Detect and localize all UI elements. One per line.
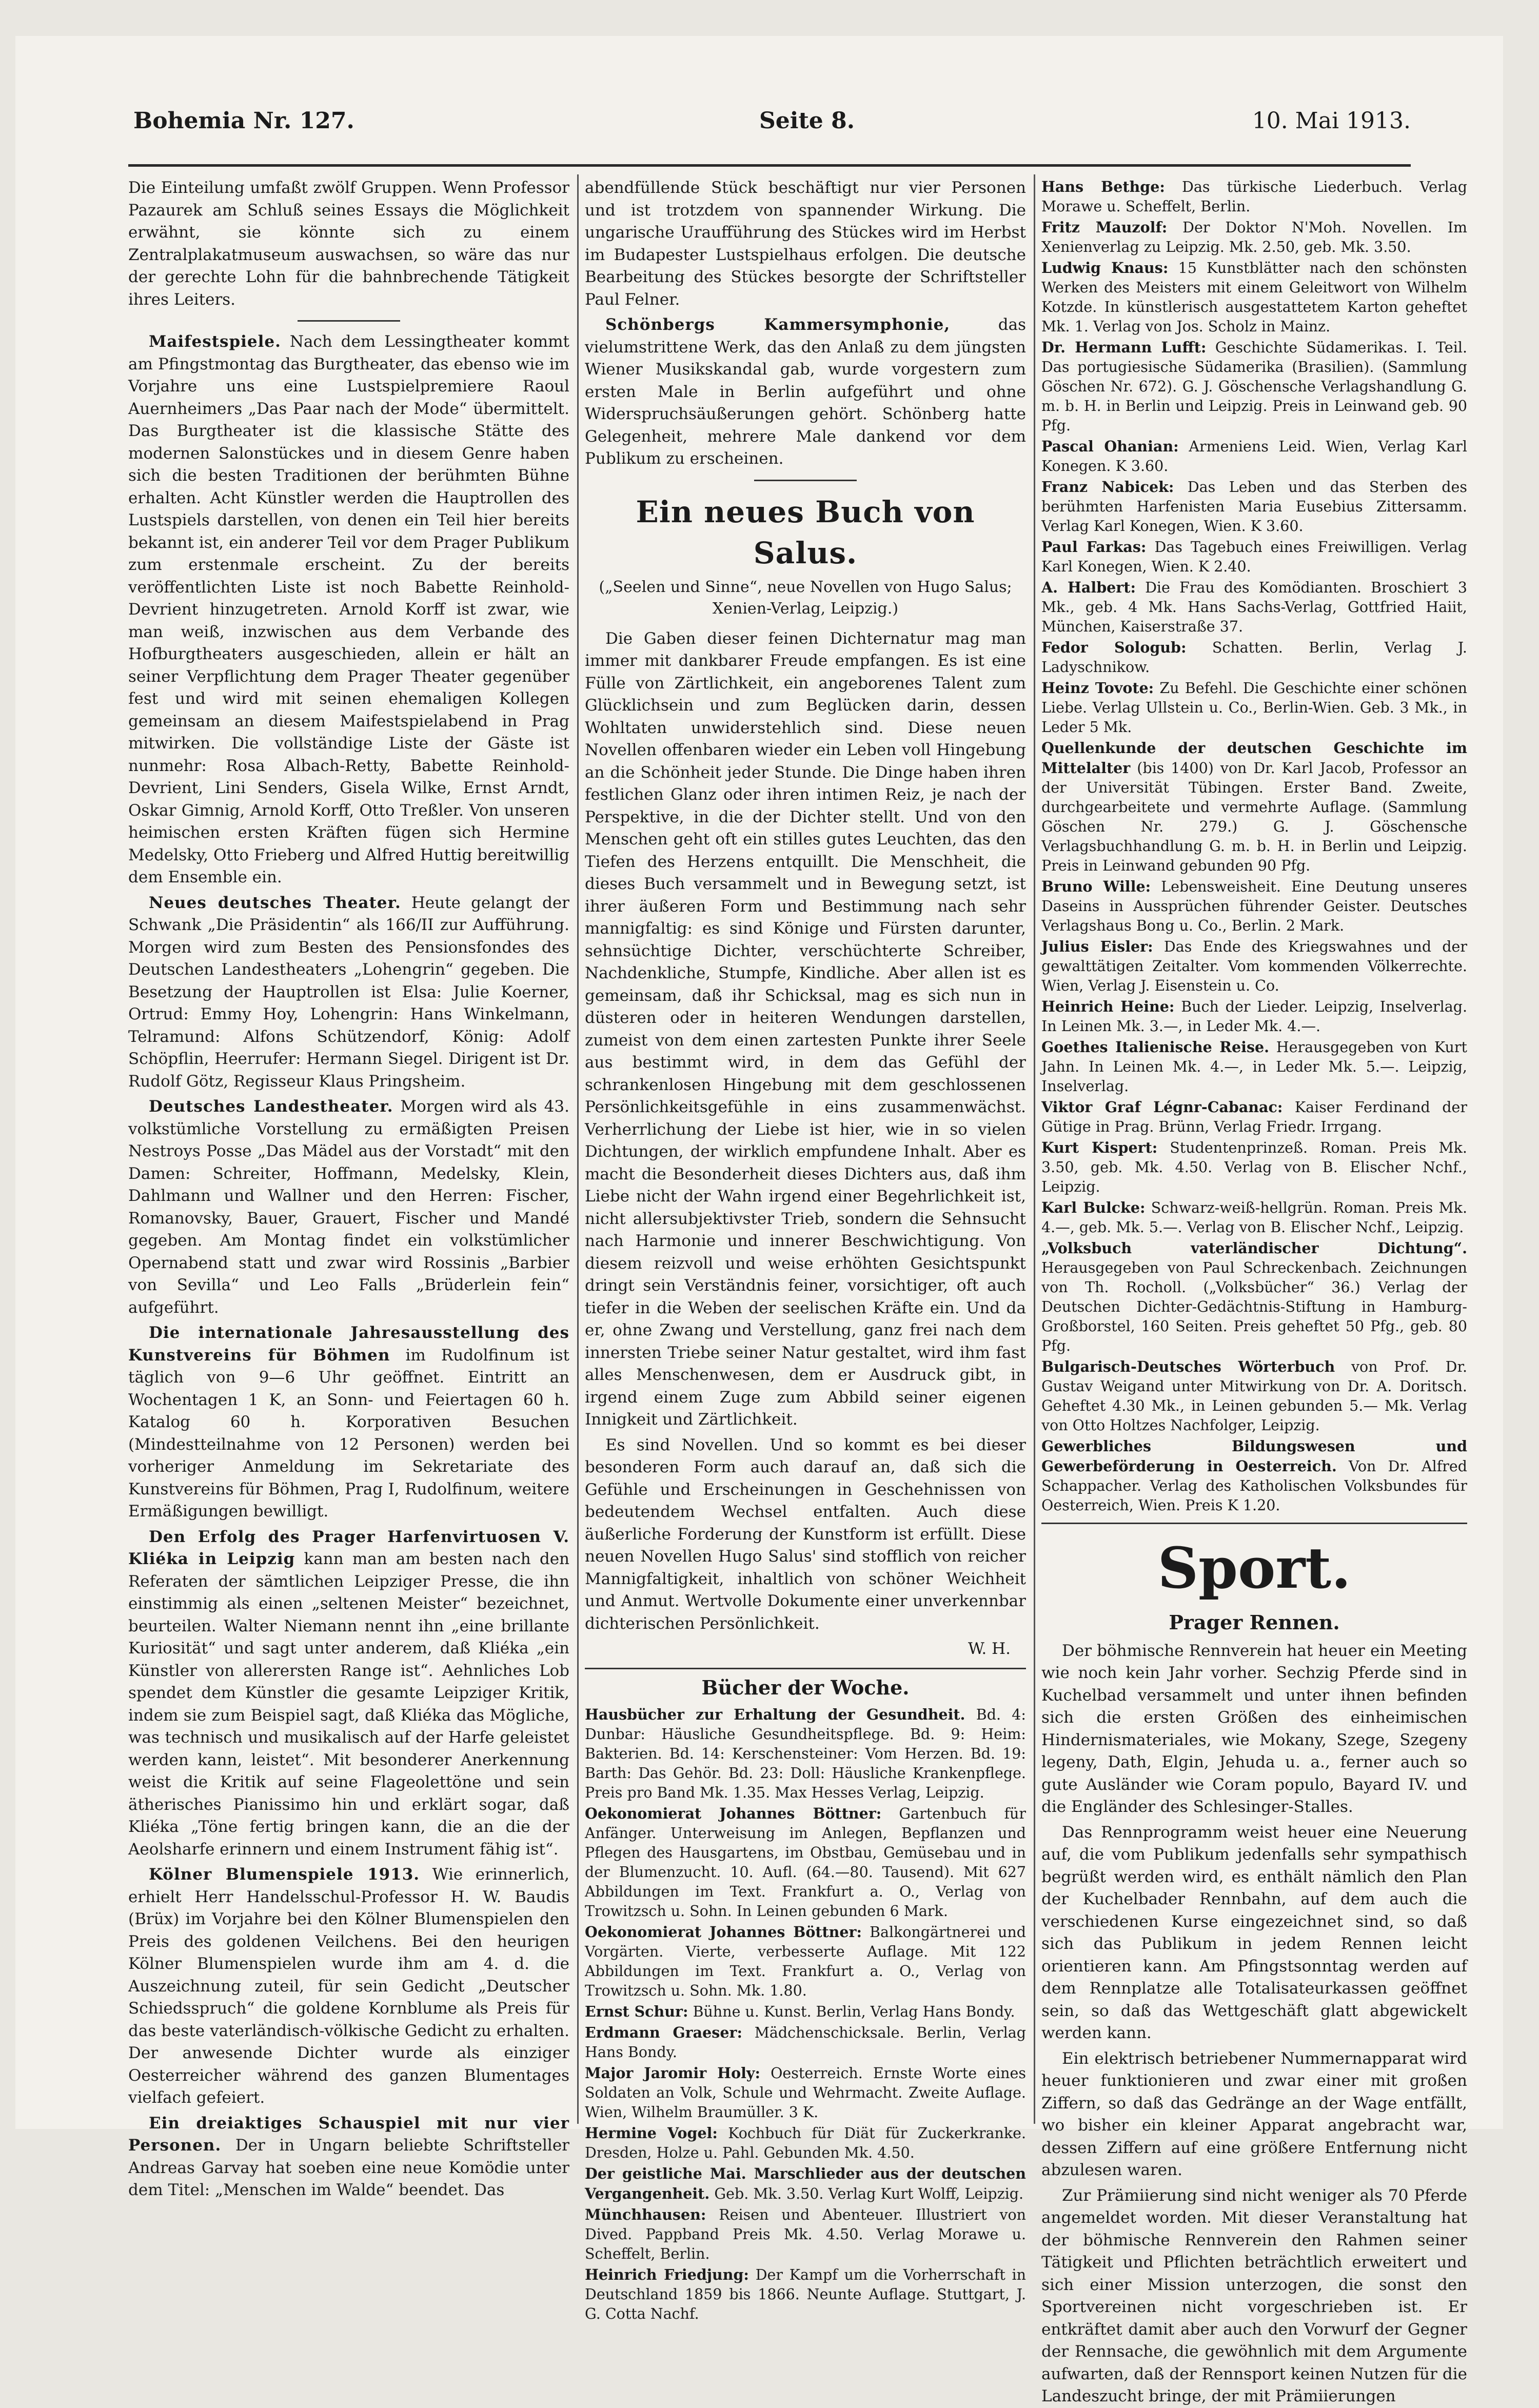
article-text: Der in Ungarn beliebte Schriftsteller Andreas Garvay hat soeben eine neue Komödie unter dem Titel: „Menschen im Walde“ beendet. Das bbox=[128, 2136, 570, 2199]
book-details: Reisen und Abenteuer. Illustriert von Dived. Pappband Preis Mk. 4.50. Verlag Morawe u. Scheffelt, Berlin. bbox=[585, 2206, 1026, 2262]
article-lead: Die internationale Jahresausstellung des Kunstvereins für Böhmen bbox=[128, 1324, 569, 1365]
book-details: Das Leben und das Sterben des berühmten Harfenisten Maria Eusebius Zittersamm. Verlag Karl Konegen, Wien. K 3.60. bbox=[1041, 479, 1467, 535]
column-2 bbox=[585, 177, 1027, 2322]
article-text: Heute gelangt der Schwank „Die Präsidentin“ als 166/II zur Aufführung. Morgen wird zum Besten des Pensionsfondes des Deutschen Landestheaters „Lohengrin“ gegeben. Die Besetzung der Hauptrollen ist Elsa: Julie Koerner, Ortrud: Emmy Hoy, Lohengrin: Hans Winkelmann, Telramund: Alfons Schützendorf, König: Adolf Schöpflin, Heerrufer: Hermann Siegel. Dirigent ist Dr. Rudolf Götz, Regisseur Klaus Pringsheim. bbox=[128, 893, 569, 1091]
article-text: im Rudolfinum ist täglich von 9—6 Uhr geöffnet. Eintritt an Wochentagen 1 K, an Sonn- und Feiertagen 60 h. Katalog 60 h. Korporativen Besuchen (Mindestteilnahme von 12 Personen) werden bei vorheriger Anmeldung im Sekretariate des Kunstvereins für Böhmen, Prag I, Rudolfinum, weitere Ermäßigungen bewilligt. bbox=[128, 1346, 569, 1521]
article-text: Nach dem Lessingtheater kommt am Pfingstmontag das Burgtheater, das ebenso wie im Vorjahre uns eine Lustspielpremiere Raoul Auernheimers „Das Paar nach der Mode“ übermittelt. Das Burgtheater ist die klassische Stätte des modernen Salonstückes und in diesem Genre haben sich die besten Traditionen der berühmten Bühne erhalten. Acht Künstler werden die Hauptrollen des Lustspiels darstellen, von denen ein Teil hier bereits bekannt ist, ein anderer Teil vor dem Prager Publikum zum erstenmale erscheint. Zu der bereits veröffentlichten Liste ist noch Babette Reinhold-Devrient hinzugetreten. Arnold Korff ist zwar, wie man weiß, inzwischen aus dem Verbande des Hofburgtheaters ausgeschieden, allein er hält an seiner Verpflichtung dem Prager Theater gegenüber fest und wird mit seinen ehemaligen Kollegen gemeinsam an diesem Maifestspielabend in Prag mitwirken. Die vollständige Liste der Gäste ist nunmehr: Rosa Albach-Retty, Babette Reinhold-Devrient, Lini Senders, Gisela Wilke, Ernst Arndt, Oskar Gimnig, Arnold Korff, Otto Treßler. Von unseren heimischen ersten Kräften fügen sich Hermine Medelsky, Otto Frieberg und Alfred Huttig bereitwillig dem Ensemble ein. bbox=[128, 332, 569, 886]
book-author: Erdmann Graeser: bbox=[585, 2024, 742, 2041]
book-author: Fedor Sologub: bbox=[1041, 639, 1187, 656]
article-lead: Schönbergs Kammersymphonie, bbox=[605, 315, 951, 334]
article-paragraph bbox=[128, 1526, 569, 1861]
article-text: Morgen wird als 43. volkstümliche Vorstellung zu ermäßigten Preisen Nestroys Posse „Das Mädel aus der Vorstadt“ mit den Damen: Schreiter, Hoffmann, Medelsky, Klein, Dahlmann und Wallner und den Herren: Fischer, Romanovsky, Bauer, Grauert, Fischer und Mandé gegeben. Am Montag findet ein volkstümlicher Opernabend statt und zwar wird Rossinis „Barbier von Sevilla“ und Leo Falls „Brüderlein fein“ aufgeführt. bbox=[128, 1097, 569, 1317]
book-author: Fritz Mauzolf: bbox=[1041, 219, 1168, 236]
book-entry bbox=[585, 2023, 1026, 2062]
article-paragraph: Die Gaben dieser feinen Dichternatur mag man immer mit dankbarer Freude empfangen. Es ist eine Fülle von Zärtlichkeit, ein angeborenes Talent zum Glücklichsein und zum Beglücken darin, dessen Wohltaten unwiderstehlich sind. Diese neuen Novellen offenbaren wieder ein Leben voll Hingebung an die Schönheit jeder Stunde. Die Dinge haben ihren festlichen Glanz oder ihren intimen Reiz, je nach der Perspektive, in die der Dichter stellt. Und von den Menschen geht oft ein stilles gutes Leuchten, das den Tiefen des Herzens entquillt. Die Menschheit, die dieses Buch versammelt und in Bewegung setzt, ist ihrer äußeren Form und Bestimmung nach sehr mannigfaltig: es sind Könige und Fürsten darunter, sehnsüchtige Dichter, verschüchterte Schreiber, Nachdenkliche, Stumpfe, Kindliche. Aber allen ist es gemeinsam, daß ihr Schicksal, mag es sich nun in düsteren oder in heiteren Wendungen darstellen, zumeist von dem einen zartesten Punkte ihrer Seele aus bestimmt wird, in dem das Gefühl der schrankenlosen Hingebung mit dem geschlossenen Persönlichkeitsgefühle in eins zusammenwächst. Verherrlichung der Liebe ist hier, wie in so vielen Dichtungen, der wirklich empfundene Inhalt. Aber es macht die Besonderheit dieses Dichters aus, daß ihm Liebe nicht der Wahn irgend einer Begehrlichkeit ist, nicht allersubjektivster Trieb, sondern die Sehnsucht nach Harmonie und innerer Beschwichtigung. Von diesem reizvoll und weise erhöhten Gesichtspunkt dringt sein Verständnis feiner, vorsichtiger, oft auch tiefer in die Weben der seelischen Kräfte ein. Und da er, ohne Zwang und Verstellung, ganz frei nach dem innersten Triebe seiner Natur gestaltet, wird ihm fast alles Menschenwesen, dem er Ausdruck gibt, in irgend einem Zuge zum Abbild seiner eigenen Innigkeit und Zärtlichkeit. bbox=[585, 629, 1026, 1429]
article-signature: W. H. bbox=[968, 1640, 1011, 1658]
book-details: Herausgegeben von Kurt Jahn. In Leinen Mk. 4.—, in Leder Mk. 5.—. Leipzig, Inselverlag. bbox=[1041, 1039, 1467, 1095]
book-details: Schatten. Berlin, Verlag J. Ladyschnikow. bbox=[1041, 639, 1467, 676]
article-paragraph bbox=[128, 1322, 569, 1523]
book-author: Hermine Vogel: bbox=[585, 2124, 718, 2142]
book-author: Paul Farkas: bbox=[1041, 538, 1147, 556]
book-entry bbox=[585, 2063, 1026, 2122]
book-author: Julius Eisler: bbox=[1041, 938, 1153, 955]
section-rule bbox=[585, 1668, 1026, 1669]
book-author: Bruno Wille: bbox=[1041, 878, 1151, 895]
book-author: Major Jaromir Holy: bbox=[585, 2064, 760, 2082]
book-entry bbox=[1041, 1198, 1467, 1237]
book-author: Franz Nabicek: bbox=[1041, 478, 1174, 496]
article-lead: Kölner Blumenspiele 1913. bbox=[149, 1865, 420, 1884]
book-entry bbox=[1041, 638, 1467, 677]
article-text: das vielumstrittene Werk, das den Anlaß zu dem jüngsten Wiener Musikskandal gab, wurde vorgestern zum ersten Male in Berlin aufgeführt und ohne Widerspruchsäußerungen gehört. Schönberg hatte Gelegenheit, mehrere Male dankend vor dem Publikum zu erscheinen. bbox=[585, 315, 1026, 468]
book-entry bbox=[1041, 258, 1467, 337]
book-entry bbox=[1041, 1097, 1467, 1137]
book-details: Mädchenschicksale. Berlin, Verlag Hans Bondy. bbox=[585, 2024, 1027, 2061]
book-author: Heinz Tovote: bbox=[1041, 679, 1154, 697]
book-author: Gewerbliches Bildungswesen und Gewerbeförderung in Oesterreich. bbox=[1041, 1437, 1467, 1475]
column-divider-1 bbox=[577, 174, 579, 2124]
article-headline: Ein neues Buch von Salus. bbox=[636, 494, 975, 570]
book-entry bbox=[1041, 218, 1467, 257]
book-entry bbox=[1041, 1238, 1467, 1356]
book-author: „Volksbuch vaterländischer Dichtung“. bbox=[1041, 1239, 1467, 1257]
book-entry bbox=[1041, 338, 1467, 436]
book-author: A. Halbert: bbox=[1041, 579, 1136, 596]
book-entry bbox=[1041, 937, 1467, 996]
article-paragraph: abendfüllende Stück beschäftigt nur vier Personen und ist trotzdem von spannender Wirkung. Die ungarische Uraufführung des Stückes wird im Herbst im Budapester Lustspielhaus erfolgen. Die deutsche Bearbeitung des Stückes besorgte der Schriftsteller Paul Felner. bbox=[585, 179, 1026, 309]
book-entry bbox=[585, 2123, 1026, 2163]
article-lead: Ein dreiaktiges Schauspiel mit nur vier Personen. bbox=[128, 2114, 569, 2155]
page-header bbox=[133, 103, 1411, 144]
book-entry bbox=[585, 2265, 1026, 2324]
article-paragraph bbox=[128, 1864, 569, 2109]
article-text: Wie erinnerlich, erhielt Herr Handelsschul-Professor H. W. Baudis (Brüx) im Vorjahre bei den Kölner Blumenspielen den Preis des goldenen Veilchens. Bei den heurigen Kölner Blumenspielen wurde ihm am 4. d. die Auszeichnung zuteil, für sein Gedicht „Deutscher Schiedsspruch“ die goldene Kornblume als Preis für das beste vaterländisch-völkische Gedicht zu erhalten. Der anwesende Dichter wurde als einziger Oesterreicher während des ganzen Blumentages vielfach gefeiert. bbox=[128, 1865, 569, 2107]
book-details: Herausgegeben von Paul Schreckenbach. Zeichnungen von Th. Rocholl. („Volksbücher“ 36.) Verlag der Deutschen Dichter-Gedächtnis-Stiftung in Hamburg-Großborstel, 160 Seiten. Preis geheftet 50 Pfg., geb. 80 Pfg. bbox=[1041, 1259, 1467, 1354]
book-entry bbox=[1041, 997, 1467, 1036]
article-lead: Deutsches Landestheater. bbox=[149, 1097, 393, 1116]
section-rule bbox=[1041, 1523, 1467, 1524]
book-author: Münchhausen: bbox=[585, 2206, 706, 2223]
book-details: Kaiser Ferdinand der Gütige in Prag. Brünn, Verlag Friedr. Irrgang. bbox=[1041, 1099, 1467, 1135]
header-issue: Bohemia Nr. 127. bbox=[133, 108, 354, 134]
book-author: Karl Bulcke: bbox=[1041, 1199, 1146, 1216]
book-entry bbox=[585, 2002, 1026, 2022]
book-entry bbox=[1041, 877, 1467, 936]
article-paragraph: Es sind Novellen. Und so kommt es bei dieser besonderen Form auch darauf an, daß sich die Gefühle und Erscheinungen in Geschehnissen von bedeutendem Wechsel entfalten. Auch diese äußerliche Forderung der Kunstform ist erfüllt. Diese neuen Novellen Hugo Salus' sind stofflich von reicher Mannigfaltigkeit, inhaltlich von schöner Weichheit und Anmut. Wertvolle Dokumente einer unverkennbar dichterischen Persönlichkeit. bbox=[585, 1435, 1026, 1633]
books-headline: Bücher der Woche. bbox=[701, 1675, 910, 1699]
book-author: Hans Bethge: bbox=[1041, 178, 1165, 195]
article-lead: Neues deutsches Theater. bbox=[149, 893, 401, 912]
book-entry bbox=[1041, 578, 1467, 637]
separator bbox=[298, 320, 400, 322]
book-author: Oekonomierat Johannes Böttner: bbox=[585, 1923, 862, 1941]
article-paragraph bbox=[128, 892, 569, 1093]
book-details: Von Dr. Alfred Schappacher. Verlag des Katholischen Volksbundes für Oesterreich, Wien. Preis K 1.20. bbox=[1041, 1458, 1468, 1514]
book-details: Geb. Mk. 3.50. Verlag Kurt Wolff, Leipzig. bbox=[714, 2185, 1024, 2202]
book-entry bbox=[585, 2164, 1026, 2204]
column-divider-2 bbox=[1034, 174, 1035, 2124]
book-author: Dr. Hermann Lufft: bbox=[1041, 339, 1207, 356]
book-details: Buch der Lieder. Leipzig, Inselverlag. In Leinen Mk. 3.—, in Leder Mk. 4.—. bbox=[1041, 998, 1467, 1035]
book-author: Ernst Schur: bbox=[585, 2003, 688, 2020]
column-1 bbox=[128, 177, 570, 2199]
article-paragraph bbox=[585, 314, 1026, 470]
book-entry bbox=[585, 2205, 1026, 2264]
book-author: Viktor Graf Légnr-Cabanac: bbox=[1041, 1098, 1283, 1116]
book-entry bbox=[1041, 1037, 1467, 1096]
sport-section-title: Sport. bbox=[1157, 1535, 1351, 1601]
book-entry bbox=[1041, 1357, 1467, 1435]
book-details: Der Kampf um die Vorherrschaft in Deutschland 1859 bis 1866. Neunte Auflage. Stuttgart, J. G. Cotta Nachf. bbox=[585, 2266, 1026, 2322]
book-author: Heinrich Heine: bbox=[1041, 998, 1175, 1015]
book-entry bbox=[1041, 738, 1467, 876]
article-paragraph bbox=[128, 2113, 569, 2202]
book-author: Hausbücher zur Erhaltung der Gesundheit. bbox=[585, 1706, 965, 1723]
article-lead: Maifestspiele. bbox=[149, 332, 281, 351]
article-text: kann man am besten nach den Referaten der sämtlichen Leipziger Presse, die ihn einstimmig als einen „seltenen Meister“ bezeichnet, beurteilen. Walter Niemann nennt ihn „eine brillante Kuriosität“ und sagt unter anderem, daß Kliéka „ein Künstler von allerersten Range ist“. Aehnliches Lob spendet dem Künstler die gesamte Leipziger Kritik, indem sie zum Beispiel sagt, daß Kliéka das Mögliche, was technisch und musikalisch auf der Harfe geleistet werden kann, leistet“. Mit besonderer Anerkennung weist die Kritik auf seine Flageolettöne und sein ätherisches Pianissimo hin und erklärt sogar, daß Kliéka „Töne fertig bringen kann, die an die der Aeolsharfe erinnern und einem Instrument fähig ist“. bbox=[128, 1550, 570, 1859]
header-rule bbox=[128, 164, 1411, 167]
article-paragraph bbox=[128, 1096, 569, 1319]
book-entry bbox=[1041, 437, 1467, 476]
book-entry bbox=[585, 1804, 1026, 1921]
header-page-number: Seite 8. bbox=[759, 108, 855, 134]
book-entry bbox=[1041, 1436, 1467, 1515]
article-lead: Den Erfolg des Prager Harfenvirtuosen V. Kliéka in Leipzig bbox=[128, 1527, 569, 1568]
article-subtitle: („Seelen und Sinne“, neue Novellen von Hugo Salus; Xenien-Verlag, Leipzig.) bbox=[599, 578, 1012, 618]
book-author: Ludwig Knaus: bbox=[1041, 259, 1169, 277]
article-paragraph: Der böhmische Rennverein hat heuer ein Meeting wie noch kein Jahr vorher. Sechzig Pferde sind in Kuchelbad versammelt und unter ihnen befinden sich die ersten Größen des einheimischen Hindernismateriales, wie Mokany, Szege, Szegeny legeny, Dath, Elgin, Jehuda u. a., ferner auch so gute Ausländer wie Coram populo, Bayard IV. und die Engländer des Schlesinger-Stalles. bbox=[1041, 1641, 1467, 1816]
book-entry bbox=[1041, 477, 1467, 536]
book-details: Schwarz-weiß-hellgrün. Roman. Preis Mk. 4.—, geb. Mk. 5.—. Verlag von B. Elischer Nchf., Leipzig. bbox=[1041, 1199, 1467, 1236]
book-details: Bd. 4: Dunbar: Häusliche Gesundheitspflege. Bd. 9: Heim: Bakterien. Bd. 14: Kerschensteiner: Vom Herzen. Bd. 19: Barth: Das Gehör. Bd. 23: Doll: Häusliche Krankenpflege. Preis pro Band Mk. 1.35. Max Hesses Verlag, Leipzig. bbox=[585, 1706, 1026, 1801]
book-details: Oesterreich. Ernste Worte eines Soldaten an Volk, Schule und Wehrmacht. Zweite Auflage. Wien, Wilhelm Braumüller. 3 K. bbox=[585, 2065, 1027, 2121]
book-author: Der geistliche Mai. Marschlieder aus der deutschen Vergangenheit. bbox=[585, 2165, 1026, 2202]
book-author: Kurt Kispert: bbox=[1041, 1139, 1158, 1156]
book-author: Oekonomierat Johannes Böttner: bbox=[585, 1805, 882, 1822]
header-date: 10. Mai 1913. bbox=[1252, 108, 1411, 134]
book-entry bbox=[1041, 678, 1467, 737]
article-paragraph: Das Rennprogramm weist heuer eine Neuerung auf, die vom Publikum jedenfalls sehr sympathisch begrüßt werden wird, es enthält nämlich den Plan der Kuchelbader Rennbahn, auf dem auch die verschiedenen Kurse eingezeichnet sind, so daß sich das Publikum in jedem Rennen leicht orientieren kann. Am Pfingstsonntag werden auf dem Rennplatze alle Totalisateurkassen geöffnet sein, so daß das Wettgeschäft glatt abgewickelt werden kann. bbox=[1041, 1823, 1467, 2042]
article-paragraph: Zur Prämiierung sind nicht weniger als 70 Pferde angemeldet worden. Mit dieser Veranstaltung hat der böhmische Rennverein den Rahmen seiner Tätigkeit und Pflichten beträchtlich erweitert und sich einer Mission unterzogen, die sonst den Sportvereinen nicht vorgeschrieben ist. Er entkräftet damit aber auch den Vorwurf der Gegner der Rennsache, die gewöhnlich mit dem Argumente aufwarten, daß der Rennsport keinen Nutzen für die Landeszucht bringe, der mit Prämiierungen bbox=[1041, 2186, 1467, 2405]
article-paragraph bbox=[128, 331, 569, 889]
book-details: Das Tagebuch eines Freiwilligen. Verlag Karl Konegen, Wien. K 2.40. bbox=[1041, 539, 1467, 575]
book-entry bbox=[1041, 177, 1467, 216]
book-details: Das Ende des Kriegswahnes und der gewalttätigen Zeitalter. Vom kommenden Völkerrechte. Wien, Verlag J. Eisenstein u. Co. bbox=[1041, 938, 1468, 994]
book-details: von Prof. Dr. Gustav Weigand unter Mitwirkung von Dr. A. Doritsch. Geheftet 4.30 Mk., in Leinen gebunden 5.— Mk. Verlag von Otto Holtzes Nachfolger, Leipzig. bbox=[1041, 1358, 1468, 1434]
book-author: Quellenkunde der deutschen Geschichte im Mittelalter bbox=[1041, 739, 1467, 777]
book-details: Geschichte Südamerikas. I. Teil. Das portugiesische Südamerika (Brasilien). (Sammlung Göschen Nr. 672). G. J. Göschensche Verlagshandlung G. m. b. H. in Berlin und Leipzig. Preis in Leinwand geb. 90 Pfg. bbox=[1041, 339, 1468, 434]
book-details: Das türkische Liederbuch. Verlag Morawe u. Scheffelt, Berlin. bbox=[1041, 179, 1467, 215]
book-details: Zu Befehl. Die Geschichte einer schönen Liebe. Verlag Ullstein u. Co., Berlin-Wien. Geb. 3 Mk., in Leder 5 Mk. bbox=[1041, 680, 1467, 736]
book-details: (bis 1400) von Dr. Karl Jacob, Professor an der Universität Tübingen. Erster Band. Zweite, durchgearbeitete und vermehrte Auflage. (Sammlung Göschen Nr. 279.) G. J. Göschensche Verlagsbuchhandlung G. m. b. H. in Berlin und Leipzig. Preis in Leinwand gebunden 90 Pfg. bbox=[1041, 760, 1467, 874]
book-entry bbox=[1041, 1138, 1467, 1197]
separator bbox=[754, 480, 857, 481]
book-author: Bulgarisch-Deutsches Wörterbuch bbox=[1041, 1358, 1335, 1375]
book-details: Studentenprinzeß. Roman. Preis Mk. 3.50, geb. Mk. 4.50. Verlag von B. Elischer Nchf., Leipzig. bbox=[1041, 1139, 1467, 1195]
book-details: Die Frau des Komödianten. Broschiert 3 Mk., geb. 4 Mk. Hans Sachs-Verlag, Gottfried Haiit, München, Kaiserstraße 37. bbox=[1041, 579, 1467, 635]
book-details: 15 Kunstblätter nach den schönsten Werken des Meisters mit einem Geleitwort von Wilhelm Kotzde. In künstlerisch ausgestattetem Karton geheftet Mk. 1. Verlag von Jos. Scholz in Mainz. bbox=[1041, 260, 1467, 335]
book-details: Der Doktor N'Moh. Novellen. Im Xenienverlag zu Leipzig. Mk. 2.50, geb. Mk. 3.50. bbox=[1041, 219, 1467, 255]
book-entry bbox=[1041, 537, 1467, 577]
book-details: Gartenbuch für Anfänger. Unterweisung im Anlegen, Bepflanzen und Pflegen des Hausgartens, im Obstbau, Gemüsebau und in der Blumenzucht. 10. Aufl. (64.—80. Tausend). Mit 627 Abbildungen im Text. Frankfurt a. O., Verlag von Trowitzsch u. Sohn. In Leinen gebunden 6 Mark. bbox=[585, 1805, 1027, 1920]
book-details: Bühne u. Kunst. Berlin, Verlag Hans Bondy. bbox=[693, 2003, 1015, 2020]
book-details: Lebensweisheit. Eine Deutung unseres Daseins in Aussprüchen führender Geister. Deutsches Verlagshaus Bong u. Co., Berlin. 2 Mark. bbox=[1041, 878, 1467, 934]
book-details: Kochbuch für Diät für Zuckerkranke. Dresden, Holze u. Pahl. Gebunden Mk. 4.50. bbox=[585, 2125, 1027, 2161]
book-author: Goethes Italienische Reise. bbox=[1041, 1038, 1270, 1056]
book-details: Balkongärtnerei und Vorgärten. Vierte, verbesserte Auflage. Mit 122 Abbildungen im Text. Frankfurt a. O., Verlag von Trowitzsch u. Sohn. Mk. 1.80. bbox=[585, 1924, 1027, 1999]
book-entry bbox=[585, 1922, 1026, 2001]
book-entry bbox=[585, 1705, 1026, 1803]
book-author: Heinrich Friedjung: bbox=[585, 2266, 749, 2283]
book-author: Pascal Ohanian: bbox=[1041, 438, 1179, 455]
article-headline: Prager Rennen. bbox=[1169, 1611, 1340, 1634]
book-details: Armeniens Leid. Wien, Verlag Karl Konegen. K 3.60. bbox=[1041, 438, 1467, 475]
article-paragraph: Ein elektrisch betriebener Nummernapparat wird heuer funktionieren und zwar einer mit großen Ziffern, so daß das Gedränge an der Wage entfällt, wo bisher ein kleiner Apparat angebracht war, dessen Ziffern auf eine größere Entfernung nicht abzulesen waren. bbox=[1041, 2049, 1467, 2179]
article-paragraph: Die Einteilung umfaßt zwölf Gruppen. Wenn Professor Pazaurek am Schluß seines Essays die Möglichkeit erwähnt, sie könnte sich zu einem Zentralplakatmuseum auswachsen, so wäre das nur der gerechte Lohn für die bahnbrechende Tätigkeit ihres Leiters. bbox=[128, 179, 569, 309]
column-3 bbox=[1041, 177, 1468, 2405]
